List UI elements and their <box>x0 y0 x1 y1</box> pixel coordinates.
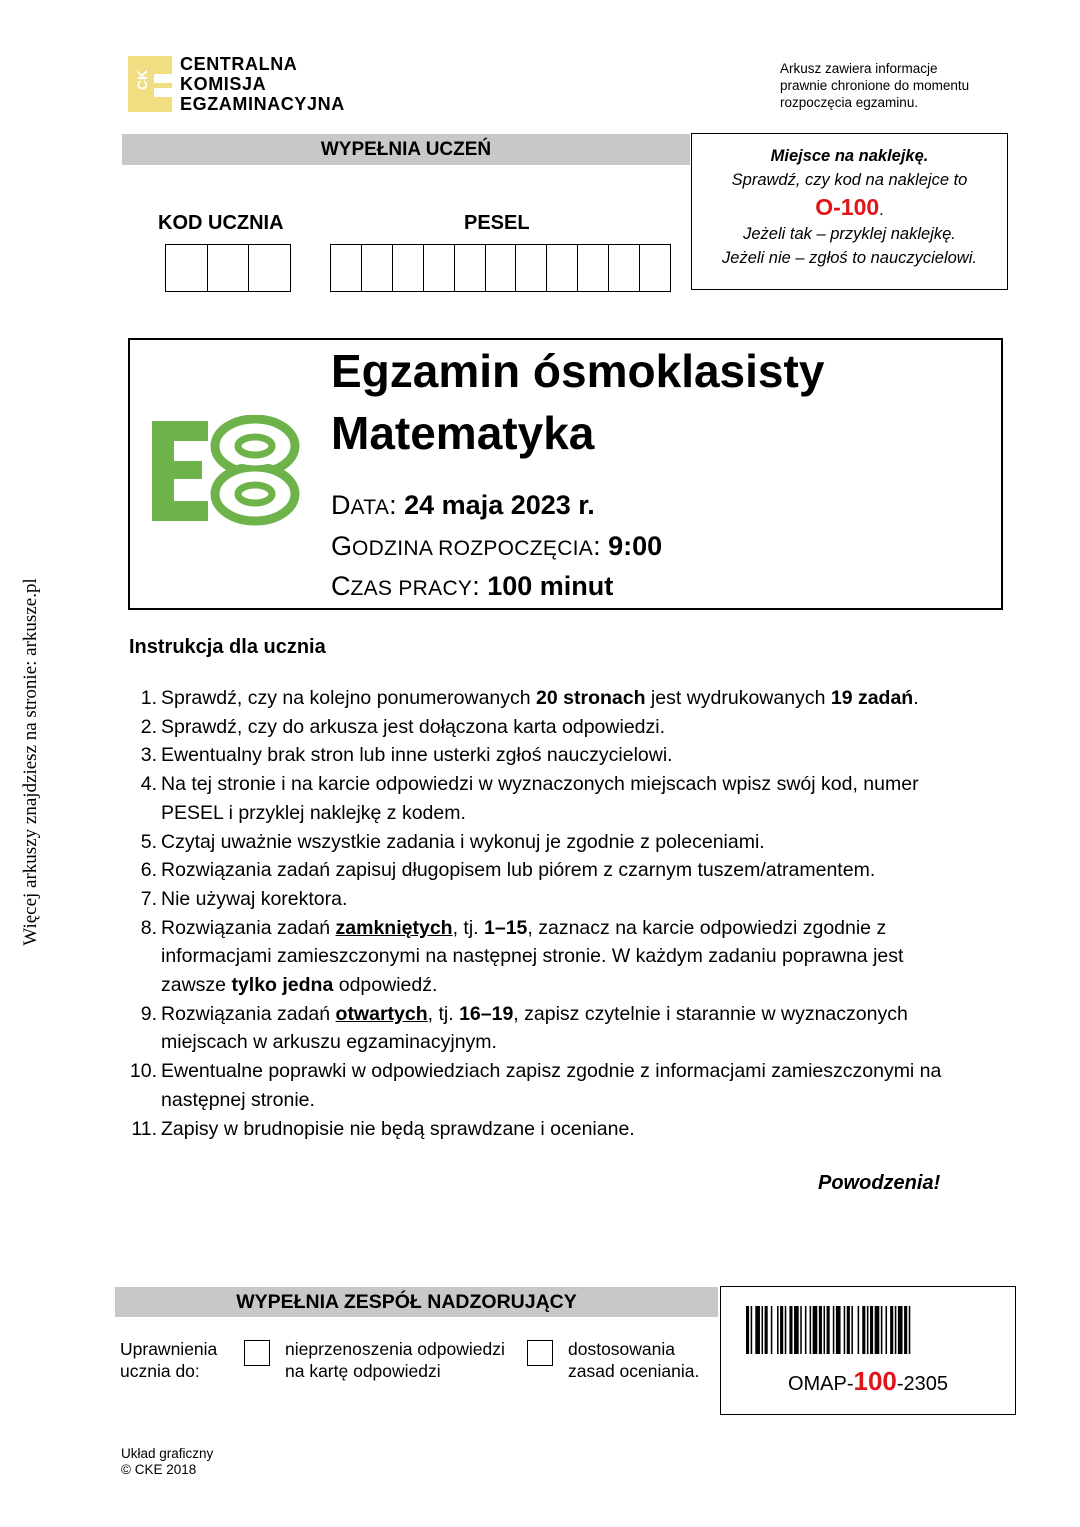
instruction-text: Czytaj uważnie wszystkie zadania i wykonuj je zgodnie z poleceniami. <box>161 830 765 853</box>
student-code-box[interactable] <box>249 245 290 291</box>
no-transfer-option-line2: na kartę odpowiedzi <box>285 1361 441 1381</box>
instruction-number: 3. <box>140 744 157 767</box>
barcode-code <box>720 1366 1016 1397</box>
exam-time-label-initial: G <box>331 531 353 561</box>
exam-time-label: ODZINA ROZPOCZĘCIA <box>352 537 594 560</box>
exam-duration-label-initial: C <box>331 571 351 601</box>
no-transfer-checkbox[interactable] <box>244 1340 270 1366</box>
instruction-number: 2. <box>140 715 157 738</box>
exam-date-label: ATA <box>350 496 390 519</box>
no-transfer-option-line1: nieprzenoszenia odpowiedzi <box>285 1339 505 1359</box>
sticker-line1: Sprawdź, czy kod na naklejce to <box>731 171 968 189</box>
pesel-box[interactable] <box>455 245 486 291</box>
exam-start-time: GODZINA ROZPOCZĘCIA: 9:00 <box>331 531 663 561</box>
instruction-item <box>129 828 959 857</box>
pesel-box[interactable] <box>640 245 670 291</box>
instruction-number: 7. <box>140 887 157 910</box>
pesel-box[interactable] <box>609 245 640 291</box>
exam-date-label-initial: D <box>331 490 351 520</box>
instruction-number: 5. <box>140 830 157 853</box>
exam-time-value: 9:00 <box>608 531 663 561</box>
pesel-box[interactable] <box>516 245 547 291</box>
barcode-suffix: -2305 <box>896 1373 949 1395</box>
pesel-box[interactable] <box>362 245 393 291</box>
instruction-item <box>129 713 959 742</box>
pesel-boxes[interactable] <box>330 244 671 292</box>
rights-label-line2: ucznia do: <box>120 1361 200 1381</box>
org-name-line1: CENTRALNA <box>180 54 298 74</box>
rights-label-line1: Uprawnienia <box>120 1339 218 1359</box>
instruction-item: 9. Rozwiązania zadań otwartych, tj. 16–19, zapisz czytelnie i starannie w wyznaczonych miejscach w arkuszu egzaminacyjnym. <box>129 1000 959 1057</box>
sticker-line4: Jeżeli nie – zgłoś to nauczycielowi. <box>722 249 977 267</box>
instruction-number: 8. <box>140 916 157 939</box>
exam-title: Egzamin ósmoklasisty <box>331 345 825 397</box>
instruction-text: Zapisy w brudnopisie nie będą sprawdzane i oceniane. <box>161 1117 635 1140</box>
instructions-list <box>129 684 959 1143</box>
exam-duration-value: 100 minut <box>487 571 614 601</box>
student-code-box[interactable] <box>166 245 208 291</box>
adjusted-grading-option-line1: dostosowania <box>568 1339 676 1359</box>
instruction-number: 9. <box>140 1002 157 1025</box>
org-name <box>180 54 345 114</box>
legal-note <box>780 60 1020 111</box>
barcode-icon <box>746 1306 988 1354</box>
instruction-number: 4. <box>140 773 157 796</box>
instruction-item <box>129 1057 959 1114</box>
rights-label <box>120 1338 217 1382</box>
instruction-text: Ewentualne poprawki w odpowiedziach zapisz zgodnie z informacjami zamieszczonymi na następnej stronie. <box>161 1060 942 1111</box>
cke-logo <box>128 56 172 112</box>
exam-date: DATA: 24 maja 2023 r. <box>331 490 595 520</box>
pesel-box[interactable] <box>393 245 424 291</box>
org-name-line3: EGZAMINACYJNA <box>180 94 345 114</box>
student-code-boxes[interactable] <box>165 244 291 292</box>
pesel-label: PESEL <box>464 212 530 234</box>
side-watermark-text: Więcej arkuszy znajdziesz na stronie: arkusze.pl <box>20 578 41 946</box>
instruction-item <box>129 1115 959 1144</box>
legal-note-line1: Arkusz zawiera informacje <box>780 61 938 76</box>
instruction-number: 11. <box>131 1117 157 1140</box>
student-code-box[interactable] <box>208 245 250 291</box>
pesel-box[interactable] <box>424 245 455 291</box>
instructions-title: Instrukcja dla ucznia <box>129 636 326 658</box>
instruction-item <box>129 856 959 885</box>
instruction-item <box>129 741 959 770</box>
instruction-item <box>129 770 959 827</box>
cke-logo-letters: CK <box>134 69 151 91</box>
pesel-box[interactable] <box>331 245 362 291</box>
sticker-line3: Jeżeli tak – przyklej naklejkę. <box>743 225 956 243</box>
instruction-text: Rozwiązania zadań zapisuj długopisem lub piórem z czarnym tuszem/atramentem. <box>161 859 876 882</box>
barcode-prefix: OMAP- <box>787 1373 854 1395</box>
adjusted-grading-option-label <box>568 1338 699 1382</box>
student-section-header: WYPEŁNIA UCZEŃ <box>122 134 690 165</box>
exam-date-value: 24 maja 2023 r. <box>404 490 595 520</box>
exam-duration-label: ZAS PRACY <box>350 577 473 600</box>
no-transfer-option-label <box>285 1338 505 1382</box>
legal-note-line3: rozpoczęcia egzaminu. <box>780 95 919 110</box>
student-code-label: KOD UCZNIA <box>158 212 284 234</box>
barcode-number: 100 <box>853 1366 897 1396</box>
pesel-box[interactable] <box>486 245 517 291</box>
layout-note-line1: Układ graficzny <box>121 1446 214 1461</box>
exam-duration: CZAS PRACY: 100 minut <box>331 571 614 601</box>
pesel-box[interactable] <box>578 245 609 291</box>
instruction-number: 6. <box>140 859 157 882</box>
sticker-code: O-100 <box>815 194 880 220</box>
instruction-text: Ewentualny brak stron lub inne usterki zgłoś nauczycielowi. <box>161 744 673 767</box>
instruction-number: 1. <box>140 687 157 709</box>
sticker-title: Miejsce na naklejkę. <box>770 147 929 165</box>
instruction-text: Na tej stronie i na karcie odpowiedzi w wyznaczonych miejscach wpisz swój kod, numer PESEL i przyklej naklejkę z kodem. <box>161 773 919 824</box>
instruction-text: Sprawdź, czy do arkusza jest dołączona karta odpowiedzi. <box>161 715 666 738</box>
instruction-item: 8. Rozwiązania zadań zamkniętych, tj. 1–15, zaznacz na karcie odpowiedzi zgodnie z informacjami zamieszczonymi na następnej stronie. W każdym zadaniu poprawna jest zawsze tylko jedna odpowiedź. <box>129 914 959 1000</box>
e8-logo <box>150 415 300 527</box>
instruction-item: 1. Sprawdź, czy na kolejno ponumerowanych 20 stronach jest wydrukowanych 19 zadań. <box>129 684 959 713</box>
instruction-number: 10. <box>129 1060 157 1083</box>
exam-subject: Matematyka <box>331 407 595 459</box>
instruction-item <box>129 885 959 914</box>
pesel-box[interactable] <box>547 245 578 291</box>
instruction-text: Nie używaj korektora. <box>161 887 348 910</box>
adjusted-grading-checkbox[interactable] <box>527 1340 553 1366</box>
supervisor-section-header: WYPEŁNIA ZESPÓŁ NADZORUJĄCY <box>115 1287 718 1317</box>
legal-note-line2: prawnie chronione do momentu <box>780 78 970 93</box>
sticker-area[interactable]: Miejsce na naklejkę. Sprawdź, czy kod na naklejce to O-100. Jeżeli tak – przyklej naklejkę. Jeżeli nie – zgłoś to nauczycielowi. <box>691 133 1008 290</box>
good-luck-text: Powodzenia! <box>818 1172 941 1194</box>
layout-note-line2: © CKE 2018 <box>121 1462 197 1477</box>
org-name-line2: KOMISJA <box>180 74 267 94</box>
layout-note <box>121 1446 213 1478</box>
adjusted-grading-option-line2: zasad oceniania. <box>568 1361 700 1381</box>
